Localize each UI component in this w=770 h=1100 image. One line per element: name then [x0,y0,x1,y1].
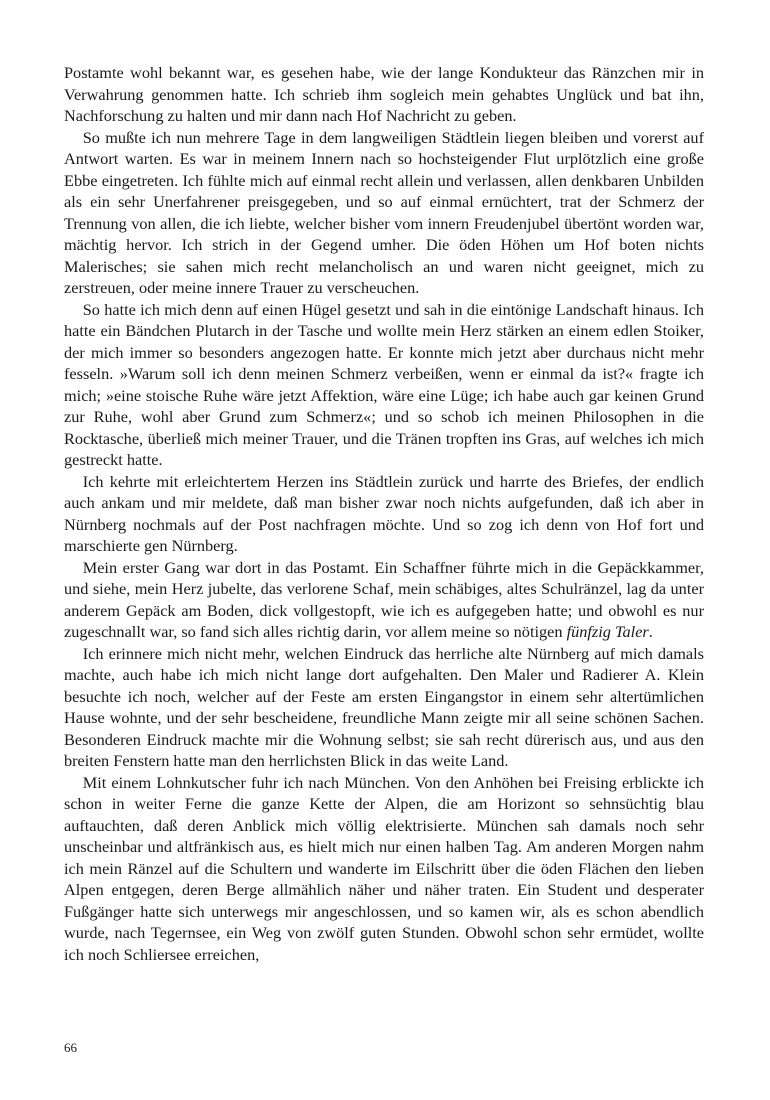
paragraph-5-text: Mein erster Gang war dort in das Postamt. Ein Schaffner führte mich in die Gepäckkammer, und siehe, mein Herz jubelte, das verlorene Schaf, mein schäbiges, altes Schulränzel, lag da unter anderem Gepäck am Boden, dick vollgestopft, wie ich es aufgegeben hatte; und obwohl es nur zugeschnallt war, so fand sich alles richtig darin, vor allem meine so nötigen [64,557,704,641]
paragraph-7: Mit einem Lohnkutscher fuhr ich nach München. Von den Anhöhen bei Freising erblickte ich schon in weiter Ferne die ganze Kette der Alpen, die am Horizont so sehnsüchtig blau auftauchten, daß deren Anblick mich völlig elektrisierte. München sah damals noch sehr unscheinbar und altfränkisch aus, es hielt mich nur einen halben Tag. Am anderen Morgen nahm ich mein Ränzel auf die Schultern und wanderte im Eilschritt über die öden Flächen den lieben Alpen entgegen, deren Berge allmählich näher und näher traten. Ein Student und desperater Fußgänger hatte sich unterwegs mir angeschlossen, und so kamen wir, als es schon abendlich wurde, nach Tegernsee, ein Weg von zwölf guten Stunden. Obwohl schon sehr ermüdet, wollte ich noch Schliersee erreichen, [64,772,704,964]
paragraph-6: Ich erinnere mich nicht mehr, welchen Eindruck das herrliche alte Nürnberg auf mich damals machte, auch habe ich mich nicht lange dort aufgehalten. Den Maler und Radierer A. Klein besuchte ich noch, welcher auf der Feste am ersten Eingangstor in einem sehr altertümlichen Hause wohnte, und der sehr bescheidene, freundliche Mann zeigte mir all seine schönen Sachen. Besonderen Eindruck machte mir die Wohnung selbst; sie sah recht dürerisch aus, und aus den breiten Fenstern hatte man den herrlichsten Blick in das weite Land. [64,643,704,770]
paragraph-5-emphasis: fünfzig Taler [566,622,649,641]
paragraph-5 [64,557,704,643]
paragraph-1: Postamte wohl bekannt war, es gesehen habe, wie der lange Kondukteur das Ränzchen mir in Verwahrung genommen hatte. Ich schrieb ihm sogleich mein gehabtes Unglück und bat ihn, Nachforschung zu halten und mir dann nach Hof Nachricht zu geben. [64,63,704,125]
page-body [64,62,704,965]
paragraph-2: So mußte ich nun mehrere Tage in dem langweiligen Städtlein liegen bleiben und vorerst auf Antwort warten. Es war in meinem Innern nach so hochsteigender Flut urplötzlich eine große Ebbe eingetreten. Ich fühlte mich auf einmal recht allein und verlassen, allen denkbaren Unbilden als ein sehr Unerfahrener preisgegeben, und so auf einmal ernüchtert, trat der Schmerz der Trennung von allen, die ich liebte, welcher bisher vom innern Freudenjubel übertönt worden war, mächtig hervor. Ich strich in der Gegend umher. Die öden Höhen um Hof boten nichts Malerisches; sie sahen mich recht melancholisch an und waren nicht geeignet, mich zu zerstreuen, oder meine innere Trauer zu verscheuchen. [64,127,704,297]
paragraph-5-end: . [648,622,653,641]
paragraph-4: Ich kehrte mit erleichtertem Herzen ins Städtlein zurück und harrte des Briefes, der endlich auch ankam und mir meldete, daß man bisher zwar noch nichts aufgefunden, daß ich aber in Nürnberg nochmals auf der Post nachfragen möchte. Und so zog ich denn von Hof fort und marschierte gen Nürnberg. [64,471,704,555]
paragraph-3: So hatte ich mich denn auf einen Hügel gesetzt und sah in die eintönige Landschaft hinaus. Ich hatte ein Bändchen Plutarch in der Tasche und wollte mein Herz stärken an einem edlen Stoiker, der mich immer so besonders angezogen hatte. Er konnte mich jetzt aber durchaus nicht mehr fesseln. »Warum soll ich denn meinen Schmerz verbeißen, wenn er einmal da ist?« fragte ich mich; »eine stoische Ruhe wäre jetzt Affektion, wäre eine Lüge; ich habe auch gar keinen Grund zur Ruhe, wohl aber Grund zum Schmerz«; und so schob ich meinen Philosophen in die Rocktasche, überließ mich meiner Trauer, und die Tränen tropften ins Gras, auf welches ich mich gestreckt hatte. [64,299,704,469]
page-number: 66 [64,1040,77,1055]
